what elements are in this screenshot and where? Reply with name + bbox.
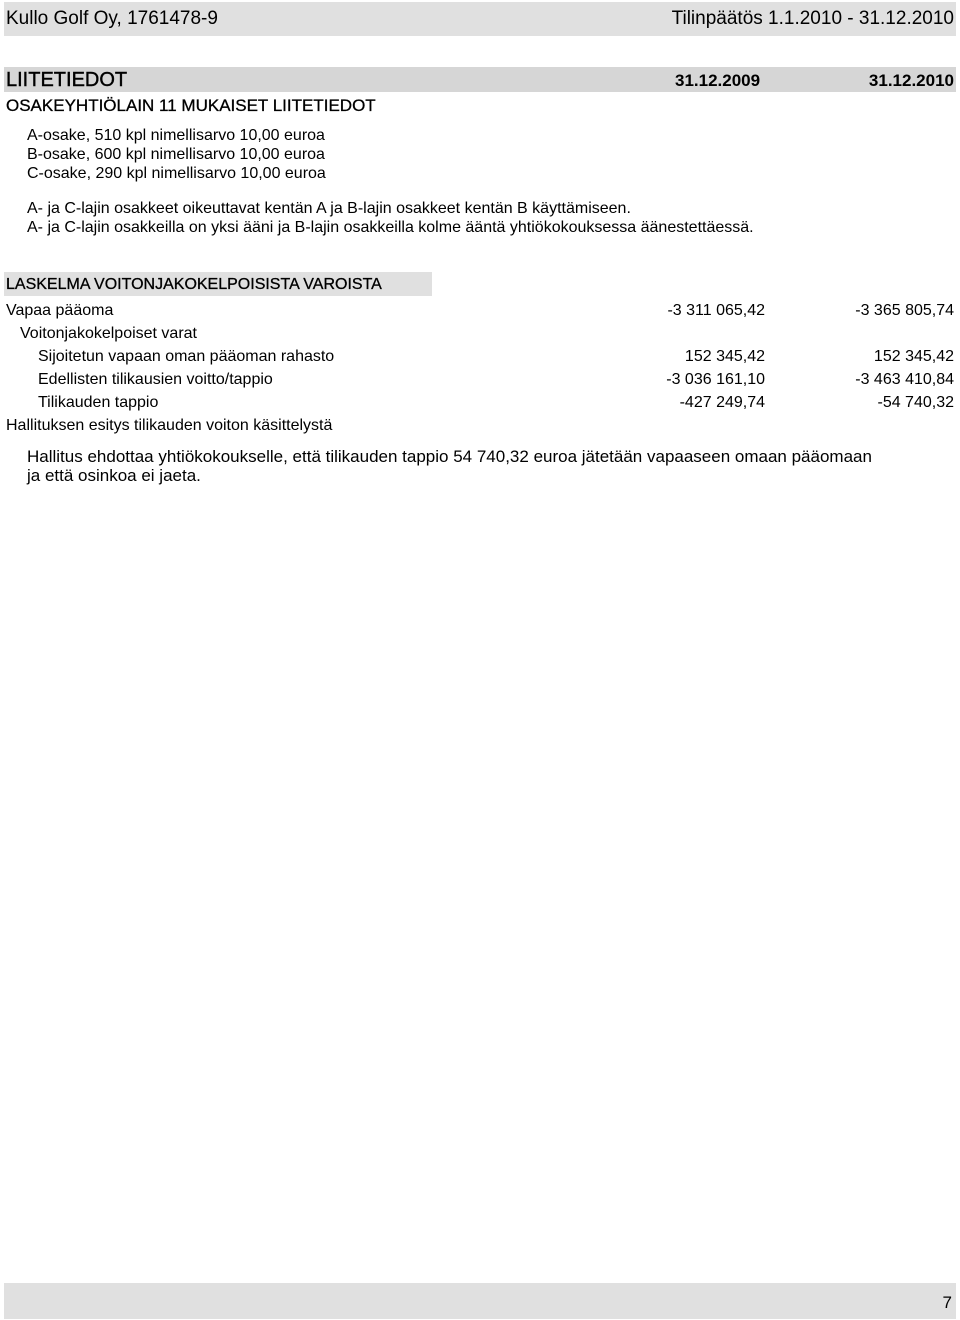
- calc-title: LASKELMA VOITONJAKOKELPOISISTA VAROISTA: [6, 276, 382, 293]
- rights-line-1: A- ja C-lajin osakkeet oikeuttavat kentän A ja B-lajin osakkeet kentän B käyttämiseen.: [27, 200, 631, 217]
- share-line-c: C-osake, 290 kpl nimellisarvo 10,00 euroa: [27, 165, 326, 182]
- notes-subtitle: OSAKEYHTIÖLAIN 11 MUKAISET LIITETIEDOT: [6, 96, 376, 115]
- proposal-line-2: ja että osinkoa ei jaeta.: [27, 466, 201, 485]
- row-label-edelliset: Edellisten tilikausien voitto/tappio: [38, 371, 273, 388]
- page-footer: [4, 1283, 956, 1319]
- page-number: 7: [942, 1293, 952, 1312]
- column-header-2010: 31.12.2010: [868, 71, 954, 90]
- row-label-rahasto: Sijoitetun vapaan oman pääoman rahasto: [38, 348, 335, 365]
- row-label-hallituksen-esitys: Hallituksen esitys tilikauden voiton käsittelystä: [6, 417, 333, 434]
- proposal-line-1: Hallitus ehdottaa yhtiökokoukselle, että tilikauden tappio 54 740,32 euroa jätetään vapaaseen omaan pääomaan: [27, 447, 872, 466]
- share-line-a: A-osake, 510 kpl nimellisarvo 10,00 euroa: [27, 127, 325, 144]
- row-prev-edelliset: -3 036 161,10: [666, 371, 765, 388]
- row-prev-tilikauden-tappio: -427 249,74: [679, 394, 765, 411]
- rights-line-2: A- ja C-lajin osakkeilla on yksi ääni ja B-lajin osakkeilla kolme ääntä yhtiökokouksessa äänestettäessä.: [27, 219, 754, 236]
- row-curr-edelliset: -3 463 410,84: [855, 371, 954, 388]
- row-label-vapaa-paaoma: Vapaa pääoma: [6, 302, 114, 319]
- period-label: Tilinpäätös 1.1.2010 - 31.12.2010: [671, 8, 954, 29]
- column-header-2009: 31.12.2009: [675, 71, 761, 90]
- row-label-voitonjakokelpoiset: Voitonjakokelpoiset varat: [20, 325, 197, 342]
- notes-title: LIITETIEDOT: [6, 69, 128, 91]
- row-label-tilikauden-tappio: Tilikauden tappio: [38, 394, 159, 411]
- row-curr-rahasto: 152 345,42: [873, 348, 954, 365]
- row-curr-tilikauden-tappio: -54 740,32: [877, 394, 954, 411]
- row-curr-vapaa-paaoma: -3 365 805,74: [855, 302, 954, 319]
- row-prev-rahasto: 152 345,42: [684, 348, 765, 365]
- company-name: Kullo Golf Oy, 1761478-9: [6, 8, 218, 29]
- share-line-b: B-osake, 600 kpl nimellisarvo 10,00 euroa: [27, 146, 325, 163]
- notes-title-bar: [4, 67, 956, 92]
- row-prev-vapaa-paaoma: -3 311 065,42: [667, 302, 765, 319]
